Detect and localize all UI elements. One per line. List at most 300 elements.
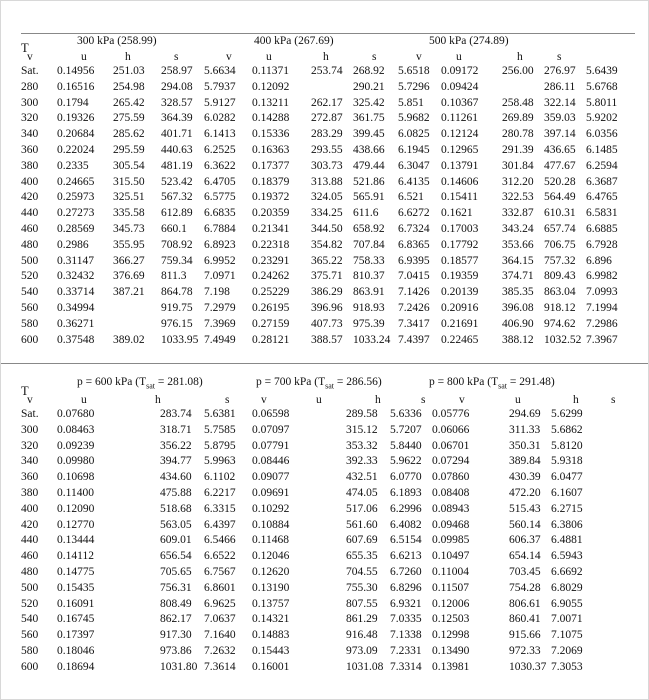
- table-cell: 0.13757: [252, 597, 290, 610]
- table-cell: 392.33: [346, 455, 378, 468]
- table-cell: 6.3806: [551, 518, 583, 531]
- table-row: [21, 65, 635, 81]
- table-row: [21, 334, 635, 350]
- table-cell: 401.71: [161, 128, 193, 141]
- table-cell: 704.55: [346, 565, 378, 578]
- table-cell: 0.12620: [252, 565, 290, 578]
- table-cell: 7.0993: [586, 286, 618, 299]
- table-cell: 345.73: [113, 222, 145, 235]
- column-header-v: v: [459, 394, 465, 406]
- column-header-u: u: [266, 51, 272, 63]
- table-cell: 6.9321: [390, 597, 422, 610]
- table-cell: 0.12503: [432, 613, 470, 626]
- table-cell: 376.69: [113, 270, 145, 283]
- table-cell: 5.8795: [204, 439, 236, 452]
- table-cell: 0.22318: [252, 238, 290, 251]
- table-cell: 276.97: [544, 65, 576, 77]
- table-cell: 294.69: [509, 408, 541, 420]
- row-temperature: 440: [21, 207, 39, 220]
- table-cell: 389.84: [509, 455, 541, 468]
- table-cell: 7.1075: [551, 629, 583, 642]
- table-cell: 706.75: [544, 238, 576, 251]
- table-cell: 6.5154: [390, 534, 422, 547]
- table-cell: 7.1640: [204, 629, 236, 642]
- table-cell: 7.3967: [586, 333, 618, 346]
- table-row: [21, 408, 635, 424]
- table-cell: 0.12006: [432, 597, 470, 610]
- table-cell: 361.75: [353, 112, 385, 125]
- row-temperature: 420: [21, 191, 39, 204]
- table-cell: 6.4705: [204, 175, 236, 188]
- table-cell: 6.7884: [204, 222, 236, 235]
- table-cell: 5.9963: [204, 455, 236, 468]
- table-cell: 707.84: [353, 238, 385, 251]
- table-cell: 7.3053: [551, 660, 583, 673]
- table-cell: 655.35: [346, 550, 378, 563]
- table-cell: 658.92: [353, 222, 385, 235]
- table-cell: 318.71: [160, 423, 192, 436]
- table-cell: 396.08: [502, 301, 534, 314]
- table-cell: 0.10698: [57, 471, 95, 484]
- table-cell: 7.2986: [586, 317, 618, 330]
- table-cell: 0.06701: [432, 439, 470, 452]
- row-temperature: 580: [21, 317, 39, 330]
- table-cell: 0.11261: [441, 112, 478, 125]
- table-cell: 6.4082: [390, 518, 422, 531]
- table-cell: 394.77: [160, 455, 192, 468]
- table-cell: 6.0770: [390, 471, 422, 484]
- table-row: [21, 550, 635, 566]
- table-cell: 5.851: [398, 96, 424, 109]
- table-cell: 0.16516: [57, 80, 95, 93]
- table-cell: 6.7567: [204, 565, 236, 578]
- table-cell: 917.30: [160, 629, 192, 642]
- row-temperature: 360: [21, 471, 39, 484]
- row-temperature: 600: [21, 660, 39, 673]
- row-temperature: 380: [21, 159, 39, 172]
- table-cell: 6.7324: [398, 222, 430, 235]
- row-temperature: 480: [21, 238, 39, 251]
- table-row: [21, 519, 635, 535]
- table-cell: 6.1893: [390, 486, 422, 499]
- table-cell: 6.7260: [390, 565, 422, 578]
- table-cell: 810.37: [353, 270, 385, 283]
- table-cell: 280.78: [502, 128, 534, 141]
- table-cell: 6.2217: [204, 486, 236, 499]
- table-cell: 283.74: [160, 408, 192, 420]
- table-cell: 303.73: [311, 159, 343, 172]
- table-cell: 0.13490: [432, 644, 470, 657]
- table-cell: 7.0415: [398, 270, 430, 283]
- table-cell: 6.1102: [204, 471, 236, 484]
- table-cell: 0.1794: [57, 96, 89, 109]
- table-cell: 7.2632: [204, 644, 236, 657]
- table-cell: 0.08408: [432, 486, 470, 499]
- table-row: [21, 440, 635, 456]
- superheated-table-600-800kpa: [21, 376, 635, 677]
- table-cell: 0.07791: [252, 439, 290, 452]
- table-cell: 289.58: [346, 408, 378, 420]
- table-cell: 975.39: [353, 317, 385, 330]
- table-cell: 560.14: [509, 518, 541, 531]
- temperature-header: T: [21, 384, 29, 398]
- pressure-header-800: p = 800 kPa $(T_{sat} = 291.48)$: [429, 376, 555, 391]
- table-cell: 0.14606: [441, 175, 479, 188]
- table-cell: 0.15435: [57, 581, 95, 594]
- table-cell: 6.1945: [398, 143, 430, 156]
- table-cell: 0.14112: [57, 550, 94, 563]
- table-cell: 6.0282: [204, 112, 236, 125]
- table-cell: 6.6213: [390, 550, 422, 563]
- table-cell: 286.11: [544, 80, 576, 93]
- table-cell: 6.3315: [204, 502, 236, 515]
- table-cell: 5.6518: [398, 65, 430, 77]
- column-header-u: u: [456, 51, 462, 63]
- table-cell: 759.34: [161, 254, 193, 267]
- table-cell: 0.20139: [441, 286, 479, 299]
- table-cell: 607.69: [346, 534, 378, 547]
- table-cell: 5.9127: [204, 96, 236, 109]
- table-cell: 0.07860: [432, 471, 470, 484]
- table-cell: 1033.95: [161, 333, 199, 346]
- table-cell: 0.24665: [57, 175, 95, 188]
- table-cell: 359.03: [544, 112, 576, 125]
- column-header-s: s: [421, 394, 426, 406]
- table-cell: 561.60: [346, 518, 378, 531]
- table-cell: 7.0637: [204, 613, 236, 626]
- table-cell: 0.19372: [252, 191, 290, 204]
- table-cell: 6.5466: [204, 534, 236, 547]
- table-cell: 0.26195: [252, 301, 290, 314]
- table-cell: 755.30: [346, 581, 378, 594]
- row-temperature: 360: [21, 143, 39, 156]
- table-cell: 294.08: [161, 80, 193, 93]
- table-cell: 6.521: [398, 191, 424, 204]
- table-row: [21, 566, 635, 582]
- table-cell: 5.7585: [204, 423, 236, 436]
- table-cell: 355.95: [113, 238, 145, 251]
- row-temperature: 340: [21, 455, 39, 468]
- table-cell: 863.04: [544, 286, 576, 299]
- table-cell: 472.20: [509, 486, 541, 499]
- table-cell: 918.93: [353, 301, 385, 314]
- table-cell: 708.92: [161, 238, 193, 251]
- table-cell: 0.27159: [252, 317, 290, 330]
- table-cell: 0.14883: [252, 629, 290, 642]
- table-cell: 7.2426: [398, 301, 430, 314]
- row-temperature: 500: [21, 581, 39, 594]
- table-cell: 325.51: [113, 191, 145, 204]
- table-cell: 6.4135: [398, 175, 430, 188]
- table-cell: 438.66: [353, 143, 385, 156]
- table-cell: 6.7928: [586, 238, 618, 251]
- table-cell: 5.7296: [398, 80, 430, 93]
- table-cell: 343.24: [502, 222, 534, 235]
- table-row: [21, 424, 635, 440]
- table-cell: 366.27: [113, 254, 145, 267]
- table-cell: 564.49: [544, 191, 576, 204]
- column-header-h: h: [517, 51, 523, 63]
- table-cell: 5.6634: [204, 65, 236, 77]
- table-cell: 385.35: [502, 286, 534, 299]
- table-cell: 7.3614: [204, 660, 236, 673]
- table-cell: 353.32: [346, 439, 378, 452]
- table-cell: 609.01: [160, 534, 192, 547]
- table-cell: 758.33: [353, 254, 385, 267]
- table-cell: 251.03: [113, 65, 145, 77]
- table-cell: 6.4881: [551, 534, 583, 547]
- table-cell: 0.10367: [441, 96, 479, 109]
- table-cell: 0.18379: [252, 175, 290, 188]
- table-cell: 0.10292: [252, 502, 290, 515]
- table-cell: 0.2335: [57, 159, 89, 172]
- row-temperature: 320: [21, 439, 39, 452]
- table-cell: 0.09424: [441, 80, 479, 93]
- column-header-s: s: [225, 394, 230, 406]
- table-cell: 565.91: [353, 191, 385, 204]
- table-cell: 0.37548: [57, 333, 95, 346]
- row-temperature: Sat.: [21, 408, 39, 420]
- table-cell: 973.86: [160, 644, 192, 657]
- row-temperature: 480: [21, 565, 39, 578]
- table-cell: 6.1413: [204, 128, 236, 141]
- table-cell: 515.43: [509, 502, 541, 515]
- table-row: [21, 318, 635, 334]
- column-header-s: s: [174, 51, 179, 63]
- table-cell: 285.62: [113, 128, 145, 141]
- table-cell: 0.06066: [432, 423, 470, 436]
- table-cell: 5.9682: [398, 112, 430, 125]
- table-row: [21, 112, 635, 128]
- table-cell: 364.15: [502, 254, 534, 267]
- table-cell: 6.8923: [204, 238, 236, 251]
- table-cell: 5.8120: [551, 439, 583, 452]
- table-cell: 6.8029: [551, 581, 583, 594]
- table-cell: 269.89: [502, 112, 534, 125]
- table-cell: 256.00: [502, 65, 534, 77]
- table-cell: 654.14: [509, 550, 541, 563]
- column-header-h: h: [155, 394, 161, 406]
- table-cell: 808.49: [160, 597, 192, 610]
- row-temperature: 540: [21, 286, 39, 299]
- table-cell: 0.17003: [441, 222, 479, 235]
- table-cell: 293.55: [311, 143, 343, 156]
- table-cell: 315.50: [113, 175, 145, 188]
- table-cell: 254.98: [113, 80, 145, 93]
- table-cell: 305.54: [113, 159, 145, 172]
- table-cell: 7.1338: [390, 629, 422, 642]
- table-cell: 365.22: [311, 254, 343, 267]
- table-cell: 332.87: [502, 207, 534, 220]
- row-temperature: 500: [21, 254, 39, 267]
- table-cell: 474.05: [346, 486, 378, 499]
- table-cell: 0.2986: [57, 238, 89, 251]
- table-cell: 324.05: [311, 191, 343, 204]
- table-cell: 275.59: [113, 112, 145, 125]
- table-cell: 610.31: [544, 207, 576, 220]
- column-header-u: u: [515, 394, 521, 406]
- table-cell: 660.1: [161, 222, 187, 235]
- row-temperature: 580: [21, 644, 39, 657]
- table-cell: 0.18046: [57, 644, 95, 657]
- table-cell: 0.31147: [57, 254, 94, 267]
- table-cell: 6.5943: [551, 550, 583, 563]
- table-cell: 0.20916: [441, 301, 479, 314]
- table-cell: 7.0971: [204, 270, 236, 283]
- table-row: [21, 534, 635, 550]
- table-cell: 0.21341: [252, 222, 290, 235]
- table-cell: 0.08446: [252, 455, 290, 468]
- column-header-v: v: [27, 394, 33, 406]
- table-cell: 611.6: [353, 207, 379, 220]
- table-cell: 918.12: [544, 301, 576, 314]
- table-cell: 7.0071: [551, 613, 583, 626]
- table-cell: 0.17377: [252, 159, 290, 172]
- table-cell: 0.09077: [252, 471, 290, 484]
- table-cell: 0.15443: [252, 644, 290, 657]
- table-cell: 7.2331: [390, 644, 422, 657]
- table-cell: 523.42: [161, 175, 193, 188]
- table-cell: 703.45: [509, 565, 541, 578]
- table-cell: 0.12965: [441, 143, 479, 156]
- table-cell: 756.31: [160, 581, 192, 594]
- table-body: [21, 408, 635, 677]
- superheated-table-300-500kpa: [21, 33, 635, 349]
- pressure-header-500: 500 kPa (274.89): [429, 35, 509, 47]
- table-cell: 0.16363: [252, 143, 290, 156]
- column-header-v: v: [27, 51, 33, 63]
- table-cell: 0.13444: [57, 534, 95, 547]
- table-cell: 258.97: [161, 65, 193, 77]
- table-cell: 374.71: [502, 270, 534, 283]
- row-temperature: 400: [21, 502, 39, 515]
- table-cell: 0.17397: [57, 629, 95, 642]
- table-cell: 0.12090: [57, 502, 95, 515]
- table-cell: 656.54: [160, 550, 192, 563]
- row-temperature: 520: [21, 270, 39, 283]
- table-cell: 0.12770: [57, 518, 95, 531]
- table-cell: 0.19359: [441, 270, 479, 283]
- table-cell: 1032.52: [544, 333, 582, 346]
- table-cell: 475.88: [160, 486, 192, 499]
- table-cell: 0.18577: [441, 254, 479, 267]
- table-cell: 6.2996: [390, 502, 422, 515]
- table-cell: 6.3622: [204, 159, 236, 172]
- table-cell: 325.42: [353, 96, 385, 109]
- column-header-s: s: [611, 394, 616, 406]
- table-cell: 0.15411: [441, 191, 478, 204]
- table-cell: 432.51: [346, 471, 378, 484]
- table-cell: 0.12046: [252, 550, 290, 563]
- row-temperature: 340: [21, 128, 39, 141]
- table-cell: 7.0335: [390, 613, 422, 626]
- table-cell: 6.0356: [586, 128, 618, 141]
- table-cell: 0.13981: [432, 660, 470, 673]
- table-cell: 0.14775: [57, 565, 95, 578]
- table-cell: 862.17: [160, 613, 192, 626]
- table-cell: 863.91: [353, 286, 385, 299]
- table-row: [21, 629, 635, 645]
- table-cell: 0.11468: [252, 534, 289, 547]
- table-cell: 0.28121: [252, 333, 290, 346]
- table-row: [21, 255, 635, 271]
- table-cell: 265.42: [113, 96, 145, 109]
- column-header-row: [21, 51, 635, 65]
- table-cell: 6.6272: [398, 207, 430, 220]
- table-cell: 7.2979: [204, 301, 236, 314]
- table-cell: 479.44: [353, 159, 385, 172]
- table-cell: 344.50: [311, 222, 343, 235]
- table-cell: 5.8440: [390, 439, 422, 452]
- table-cell: 5.8011: [586, 96, 618, 109]
- table-cell: 0.19326: [57, 112, 95, 125]
- table-cell: 6.8601: [204, 581, 236, 594]
- table-cell: 0.07097: [252, 423, 290, 436]
- column-header-v: v: [416, 51, 422, 63]
- table-cell: 6.1485: [586, 143, 618, 156]
- column-header-s: s: [372, 51, 377, 63]
- table-row: [21, 191, 635, 207]
- table-cell: 5.6381: [204, 408, 236, 420]
- table-cell: 6.4765: [586, 191, 618, 204]
- row-temperature: 460: [21, 222, 39, 235]
- table-cell: 7.198: [204, 286, 230, 299]
- table-cell: 434.60: [160, 471, 192, 484]
- table-cell: 0.09468: [432, 518, 470, 531]
- row-temperature: 280: [21, 80, 39, 93]
- table-cell: 657.74: [544, 222, 576, 235]
- table-cell: 521.86: [353, 175, 385, 188]
- table-cell: 477.67: [544, 159, 576, 172]
- table-cell: 0.12092: [252, 80, 290, 93]
- table-cell: 6.1607: [551, 486, 583, 499]
- table-cell: 295.59: [113, 143, 145, 156]
- table-cell: 518.68: [160, 502, 192, 515]
- column-header-row: [21, 394, 635, 408]
- table-cell: 0.21691: [441, 317, 479, 330]
- pressure-header-400: 400 kPa (267.69): [254, 35, 334, 47]
- table-body: [21, 65, 635, 349]
- table-cell: 291.39: [502, 143, 534, 156]
- table-cell: 7.3417: [398, 317, 430, 330]
- table-cell: 1033.24: [353, 333, 391, 346]
- table-row: [21, 270, 635, 286]
- table-cell: 0.14956: [57, 65, 95, 77]
- temperature-header: T: [21, 41, 29, 55]
- table-cell: 0.11400: [57, 486, 94, 499]
- table-cell: 7.4397: [398, 333, 430, 346]
- table-row: [21, 160, 635, 176]
- table-cell: 0.22024: [57, 143, 95, 156]
- table-cell: 322.14: [544, 96, 576, 109]
- table-cell: 6.5775: [204, 191, 236, 204]
- row-temperature: 320: [21, 112, 39, 125]
- table-row: [21, 503, 635, 519]
- pressure-header-700: p = 700 kPa $(T_{sat} = 286.56)$: [256, 376, 382, 391]
- row-temperature: 300: [21, 423, 39, 436]
- table-cell: 388.12: [502, 333, 534, 346]
- table-row: [21, 286, 635, 302]
- table-cell: 1031.80: [160, 660, 198, 673]
- table-cell: 6.3687: [586, 175, 618, 188]
- table-row: [21, 661, 635, 677]
- table-cell: 301.84: [502, 159, 534, 172]
- column-header-s: s: [557, 51, 562, 63]
- table-cell: 406.90: [502, 317, 534, 330]
- table-cell: 7.2069: [551, 644, 583, 657]
- table-cell: 315.12: [346, 423, 378, 436]
- table-cell: 7.3969: [204, 317, 236, 330]
